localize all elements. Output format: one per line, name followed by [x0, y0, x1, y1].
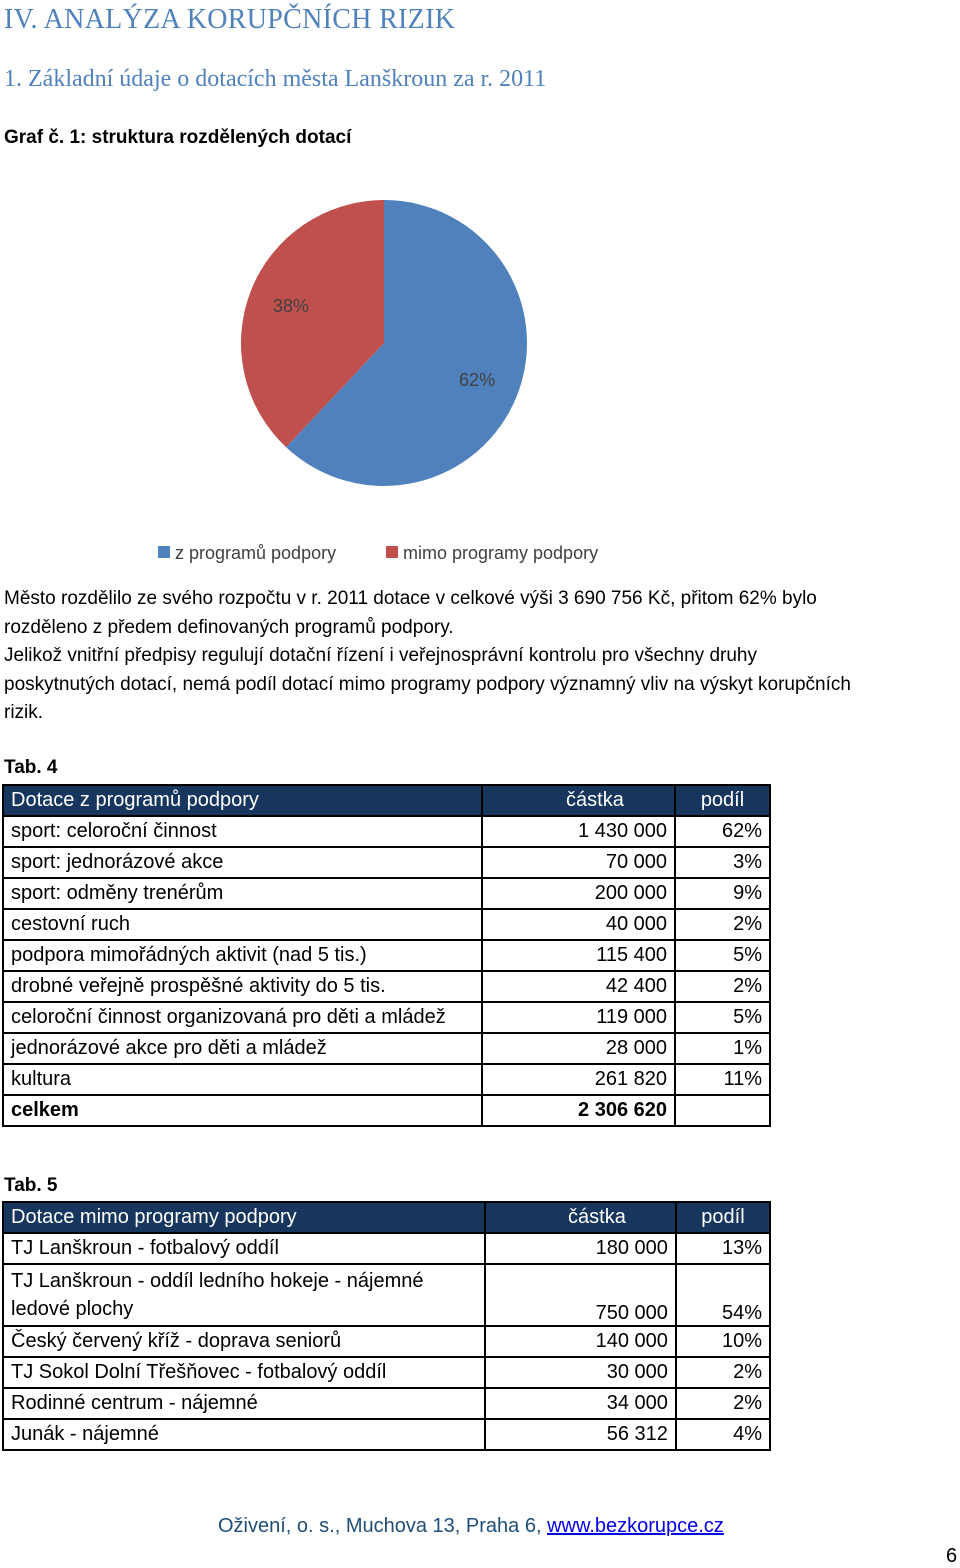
table-row	[3, 1064, 770, 1095]
row-share: 3%	[675, 847, 770, 878]
row-amount: částka	[485, 1202, 676, 1233]
row-amount: 34 000	[485, 1388, 676, 1419]
row-share: 9%	[675, 878, 770, 909]
table5	[2, 1201, 771, 1451]
table-row	[3, 1326, 770, 1357]
table-row	[3, 971, 770, 1002]
row-amount: 42 400	[482, 971, 675, 1002]
row-amount: 70 000	[482, 847, 675, 878]
row-label-text: TJ Lanškroun - oddíl ledního hokeje - nájemné ledové plochy	[11, 1270, 424, 1320]
table-row	[3, 1357, 770, 1388]
row-share: 4%	[676, 1419, 770, 1450]
row-share: 13%	[676, 1233, 770, 1264]
row-label: jednorázové akce pro děti a mládež	[3, 1033, 482, 1064]
table-row	[3, 1002, 770, 1033]
pie-slice-label: 62%	[459, 369, 496, 390]
table4-caption: Tab. 4	[4, 757, 58, 778]
paragraph-analysis-line3: rizik.	[4, 702, 44, 723]
row-label: sport: jednorázové akce	[3, 847, 482, 878]
row-amount: 40 000	[482, 909, 675, 940]
row-amount: 2 306 620	[482, 1095, 675, 1126]
table-row	[3, 816, 770, 847]
paragraph-intro-line1: Město rozdělilo ze svého rozpočtu v r. 2011 dotace v celkové výši 3 690 756 Kč, přitom 62% bylo	[4, 588, 817, 609]
row-label: Dotace z programů podpory	[3, 785, 482, 816]
row-share: 2%	[675, 971, 770, 1002]
row-label: Junák - nájemné	[3, 1419, 485, 1450]
legend-swatch	[158, 546, 170, 558]
paragraph-intro-line2: rozděleno z předem definovaných programů podpory.	[4, 616, 454, 638]
table-row	[3, 909, 770, 940]
row-share: 2%	[675, 909, 770, 940]
table-row	[3, 940, 770, 971]
row-share: podíl	[675, 785, 770, 816]
row-share: 54%	[676, 1264, 770, 1326]
table-header-row	[3, 785, 770, 816]
table-row	[3, 847, 770, 878]
row-share: 62%	[675, 816, 770, 847]
table-row	[3, 1419, 770, 1450]
row-label: Dotace mimo programy podpory	[3, 1202, 485, 1233]
row-label: Český červený kříž - doprava seniorů	[3, 1326, 485, 1357]
row-label: celoroční činnost organizovaná pro děti a mládež	[3, 1002, 482, 1033]
row-amount: 140 000	[485, 1326, 676, 1357]
legend-swatch	[386, 546, 398, 558]
paragraph-analysis-line2: poskytnutých dotací, nemá podíl dotací mimo programy podpory významný vliv na výskyt korupčních	[4, 673, 851, 695]
row-share: 11%	[675, 1064, 770, 1095]
row-label: drobné veřejně prospěšné aktivity do 5 tis.	[3, 971, 482, 1002]
paragraph-intro	[4, 585, 959, 642]
row-amount: 119 000	[482, 1002, 675, 1033]
table5-caption: Tab. 5	[4, 1175, 58, 1196]
table-row	[3, 878, 770, 909]
row-amount: částka	[482, 785, 675, 816]
table-row	[3, 1264, 770, 1326]
graph-caption: Graf č. 1: struktura rozdělených dotací	[4, 127, 352, 148]
row-amount: 200 000	[482, 878, 675, 909]
row-share: 10%	[676, 1326, 770, 1357]
row-share: podíl	[676, 1202, 770, 1233]
row-label: sport: odměny trenérům	[3, 878, 482, 909]
pie-chart	[0, 160, 960, 575]
paragraph-analysis-line1: Jelikož vnitřní předpisy regulují dotační řízení i veřejnosprávní kontrolu pro všechny druhy	[4, 645, 757, 666]
footer-address: Oživení, o. s., Muchova 13, Praha 6,	[218, 1515, 548, 1537]
row-amount: 28 000	[482, 1033, 675, 1064]
row-amount: 180 000	[485, 1233, 676, 1264]
row-label: cestovní ruch	[3, 909, 482, 940]
row-share: 2%	[676, 1388, 770, 1419]
pie-slice-label: 38%	[272, 296, 309, 317]
row-share: 5%	[675, 940, 770, 971]
table-row	[3, 1388, 770, 1419]
row-amount: 1 430 000	[482, 816, 675, 847]
row-label: celkem	[3, 1095, 482, 1126]
row-amount: 261 820	[482, 1064, 675, 1095]
section-title: IV. ANALÝZA KORUPČNÍCH RIZIK	[4, 4, 456, 35]
row-share: 5%	[675, 1002, 770, 1033]
row-share: 1%	[675, 1033, 770, 1064]
row-amount: 30 000	[485, 1357, 676, 1388]
row-label: Rodinné centrum - nájemné	[3, 1388, 485, 1419]
row-label: kultura	[3, 1064, 482, 1095]
row-share: 2%	[676, 1357, 770, 1388]
legend-label: mimo programy podpory	[403, 543, 599, 563]
footer-link[interactable]: www.bezkorupce.cz	[547, 1515, 724, 1537]
legend-label: z programů podpory	[175, 543, 337, 563]
subsection-title: 1. Základní údaje o dotacích města Lanškroun za r. 2011	[4, 66, 547, 92]
row-amount: 115 400	[482, 940, 675, 971]
row-amount: 750 000	[485, 1264, 676, 1326]
row-amount: 56 312	[485, 1419, 676, 1450]
table-header-row	[3, 1202, 770, 1233]
row-label: TJ Sokol Dolní Třešňovec - fotbalový oddíl	[3, 1357, 485, 1388]
row-label: podpora mimořádných aktivit (nad 5 tis.)	[3, 940, 482, 971]
table4	[2, 784, 771, 1127]
table-row	[3, 1033, 770, 1064]
row-label: TJ Lanškroun - fotbalový oddíl	[3, 1233, 485, 1264]
footer	[218, 1515, 724, 1538]
page-number: 6	[946, 1545, 958, 1567]
table-row	[3, 1233, 770, 1264]
row-label	[3, 1264, 485, 1326]
row-label: sport: celoroční činnost	[3, 816, 482, 847]
row-share	[675, 1095, 770, 1126]
paragraph-analysis	[4, 642, 959, 728]
table-total-row	[3, 1095, 770, 1126]
